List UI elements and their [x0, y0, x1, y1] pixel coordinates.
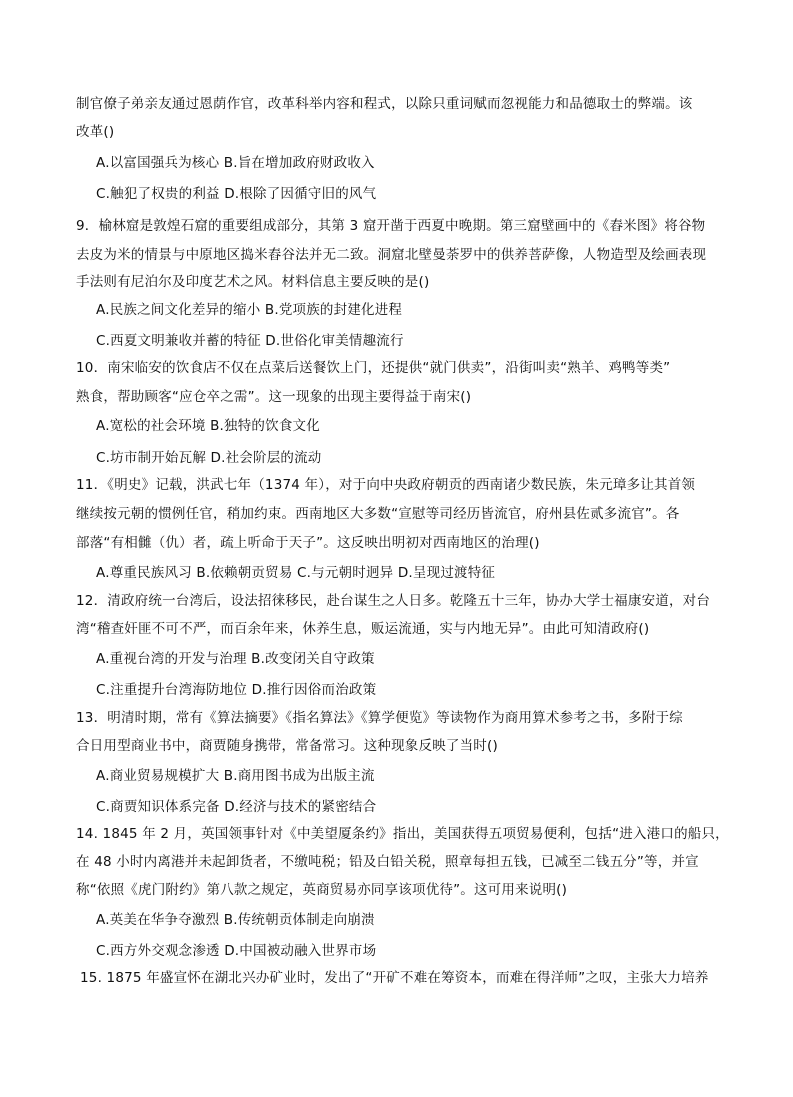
q10-options-cd: C.坊市制开始瓦解 D.社会阶层的流动 [96, 450, 322, 466]
q11-stem-line: 11．《明史》记载，洪武七年（1374 年），对于向中央政府朝贡的西南诸少数民族，朱元璋多让其首领 [76, 477, 696, 493]
q10-stem-line: 熟食，帮助顾客“应仓卒之需”。这一现象的出现主要得益于南宋() [76, 389, 472, 405]
q13-options-cd: C.商贾知识体系完备 D.经济与技术的紧密结合 [96, 799, 377, 815]
q9-options-cd: C.西夏文明兼收并蓄的特征 D.世俗化审美情趣流行 [96, 333, 404, 349]
q8-stem-line: 改革() [76, 124, 115, 140]
q9-stem-line: 9．榆林窟是敦煌石窟的重要组成部分，其第 3 窟开凿于西夏中晚期。第三窟壁画中的《舂米图》将谷物 [76, 218, 706, 234]
q11-stem-line: 部落“有相雠（仇）者，疏上听命于天子”。这反映出明初对西南地区的治理() [76, 535, 540, 551]
q8-options-ab: A.以富国强兵为核心 B.旨在增加政府财政收入 [96, 155, 375, 171]
q14-options-ab: A.英美在华争夺激烈 B.传统朝贡体制走向崩溃 [96, 912, 375, 928]
q11-stem-line: 继续按元朝的惯例任官，稍加约束。西南地区大多数“宣慰等司经历皆流官，府州县佐贰多流官”。各 [76, 506, 680, 522]
q14-stem-line: 称“依照《虎门附约》第八款之规定，英商贸易亦同享该项优待”。这可用来说明() [76, 882, 568, 898]
q13-options-ab: A.商业贸易规模扩大 B.商用图书成为出版主流 [96, 768, 375, 784]
q11-options: A.尊重民族风习 B.依赖朝贡贸易 C.与元朝时迥异 D.呈现过渡特征 [96, 565, 496, 581]
q12-options-cd: C.注重提升台湾海防地位 D.推行因俗而治政策 [96, 682, 377, 698]
q12-stem-line: 12．清政府统一台湾后，设法招徕移民，赴台谋生之人日多。乾隆五十三年，协办大学士福康安道，对台 [76, 593, 711, 609]
q14-stem-line: 14. 1845 年 2 月，英国领事针对《中美望厦条约》指出，美国获得五项贸易便利，包括“进入港口的船只， [76, 826, 729, 842]
q13-stem-line: 13．明清时期，常有《算法摘要》《指名算法》《算学便览》等读物作为商用算术参考之书，多附于综 [76, 710, 683, 726]
q12-stem-line: 湾“稽查奸匪不可不严，而百余年来，休养生息，贩运流通，实与内地无异”。由此可知清政府() [76, 621, 650, 637]
q9-stem-line: 去皮为米的情景与中原地区捣米舂谷法并无二致。洞窟北壁曼荼罗中的供养菩萨像，人物造型及绘画表现 [76, 247, 707, 263]
q15-stem-line: 15. 1875 年盛宣怀在湖北兴办矿业时，发出了“开矿不难在筹资本，而难在得洋师”之叹，主张大力培养 [80, 970, 709, 986]
q9-stem-line: 手法则有尼泊尔及印度艺术之风。材料信息主要反映的是() [76, 274, 430, 290]
q14-stem-line: 在 48 小时内离港并未起卸货者，不缴吨税；铅及白铅关税，照章每担五钱，已减至二钱五分”等，并宣 [76, 854, 699, 870]
q13-stem-line: 合日用型商业书中，商贾随身携带，常备常习。这种现象反映了当时() [76, 738, 498, 754]
q9-options-ab: A.民族之间文化差异的缩小 B.党项族的封建化进程 [96, 302, 403, 318]
q14-options-cd: C.西方外交观念渗透 D.中国被动融入世界市场 [96, 943, 377, 959]
q10-stem-line: 10．南宋临安的饮食店不仅在点菜后送餐饮上门，还提供“就门供卖”，沿街叫卖“熟羊、鸡鸭等类” [76, 360, 671, 376]
q12-options-ab: A.重视台湾的开发与治理 B.改变闭关自守政策 [96, 651, 375, 667]
q10-options-ab: A.宽松的社会环境 B.独特的饮食文化 [96, 418, 320, 434]
q8-stem-line: 制官僚子弟亲友通过恩荫作官，改革科举内容和程式，以除只重词赋而忽视能力和品德取士的弊端。该 [76, 96, 693, 112]
q8-options-cd: C.触犯了权贵的利益 D.根除了因循守旧的风气 [96, 186, 377, 202]
